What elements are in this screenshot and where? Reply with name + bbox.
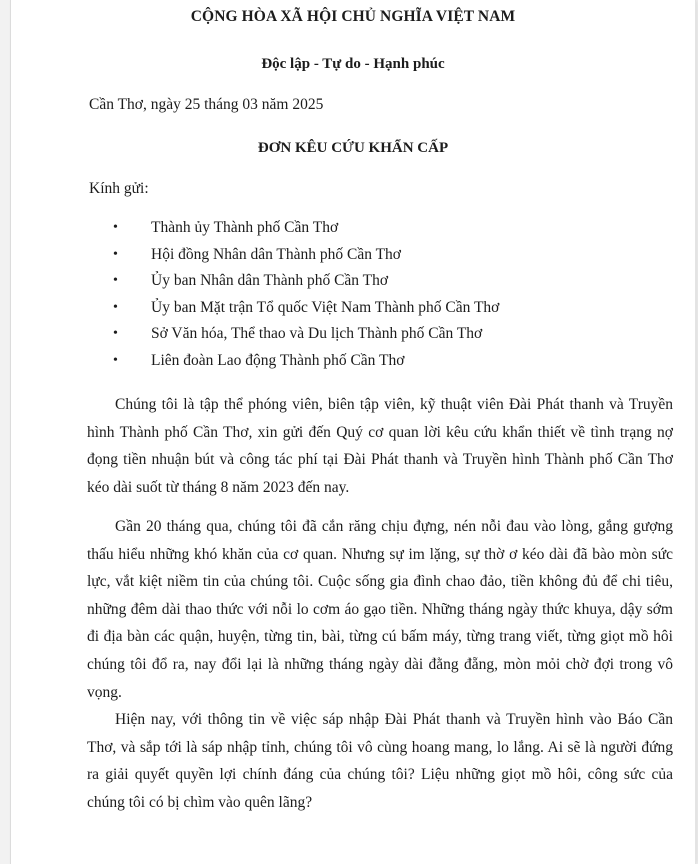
- document-page: [10, 0, 696, 864]
- salutation: Kính gửi:: [89, 180, 149, 197]
- bullet-icon: •: [113, 273, 118, 288]
- recipient-item: [113, 245, 499, 272]
- recipient-item: [113, 324, 499, 351]
- bullet-icon: •: [113, 326, 118, 341]
- recipient-item: [113, 271, 499, 298]
- document-title: ĐƠN KÊU CỨU KHẨN CẤP: [257, 140, 449, 156]
- recipient-item: [113, 351, 499, 378]
- place-date-line: Cần Thơ, ngày 25 tháng 03 năm 2025: [89, 96, 324, 113]
- body-paragraph-merger-concern: Hiện nay, với thông tin về việc sáp nhập Đài Phát thanh và Truyền hình vào Báo Cần Thơ, và sắp tới là sáp nhập tỉnh, chúng tôi vô cùng hoang mang, lo lắng. Ai sẽ là người đứng ra giải quyết quyền lợi chính đáng của chúng tôi? Liệu những giọt mồ hôi, công sức của chúng tôi có bị chìm vào quên lãng?: [87, 711, 673, 811]
- recipient-list: [113, 218, 499, 377]
- recipient-label: Sở Văn hóa, Thể thao và Du lịch Thành phố Cần Thơ: [151, 325, 483, 342]
- body-paragraph-hardship: Gần 20 tháng qua, chúng tôi đã cắn răng chịu đựng, nén nỗi đau vào lòng, gắng gượng thấu hiểu những khó khăn của cơ quan. Nhưng sự im lặng, sự thờ ơ kéo dài đã bào mòn sức lực, vắt kiệt niềm tin của chúng tôi. Cuộc sống gia đình chao đảo, tiền không đủ để chi tiêu, những đêm dài thao thức với nỗi lo cơm áo gạo tiền. Những tháng ngày thức khuya, dậy sớm đi địa bàn các quận, huyện, từng tin, bài, từng cú bấm máy, từng trang viết, từng giọt mồ hôi chúng tôi đổ ra, nay đổi lại là những tháng ngày dài đằng đẵng, mòn mỏi chờ đợi trong vô vọng.: [87, 518, 673, 701]
- recipient-label: Hội đồng Nhân dân Thành phố Cần Thơ: [151, 245, 401, 263]
- bullet-icon: •: [113, 246, 118, 262]
- recipient-item: [113, 298, 499, 325]
- bullet-icon: •: [113, 299, 118, 315]
- recipient-label: Ủy ban Mặt trận Tổ quốc Việt Nam Thành phố Cần Thơ: [151, 298, 500, 316]
- bullet-icon: •: [113, 220, 118, 235]
- body-paragraph-introduction: Chúng tôi là tập thể phóng viên, biên tập viên, kỹ thuật viên Đài Phát thanh và Truyền hình Thành phố Cần Thơ, xin gửi đến Quý cơ quan lời kêu cứu khẩn thiết về tình trạng nợ đọng tiền nhuận bút và công tác phí tại Đài Phát thanh và Truyền hình Thành phố Cần Thơ kéo dài suốt từ tháng 8 năm 2023 đến nay.: [87, 396, 673, 496]
- recipient-label: Liên đoàn Lao động Thành phố Cần Thơ: [151, 351, 405, 369]
- recipient-label: Ủy ban Nhân dân Thành phố Cần Thơ: [151, 272, 389, 289]
- recipient-label: Thành ủy Thành phố Cần Thơ: [151, 219, 339, 236]
- recipient-item: [113, 218, 499, 245]
- bullet-icon: •: [113, 352, 118, 368]
- national-title: CỘNG HÒA XÃ HỘI CHỦ NGHĨA VIỆT NAM: [190, 8, 516, 25]
- national-motto: Độc lập - Tự do - Hạnh phúc: [261, 56, 445, 72]
